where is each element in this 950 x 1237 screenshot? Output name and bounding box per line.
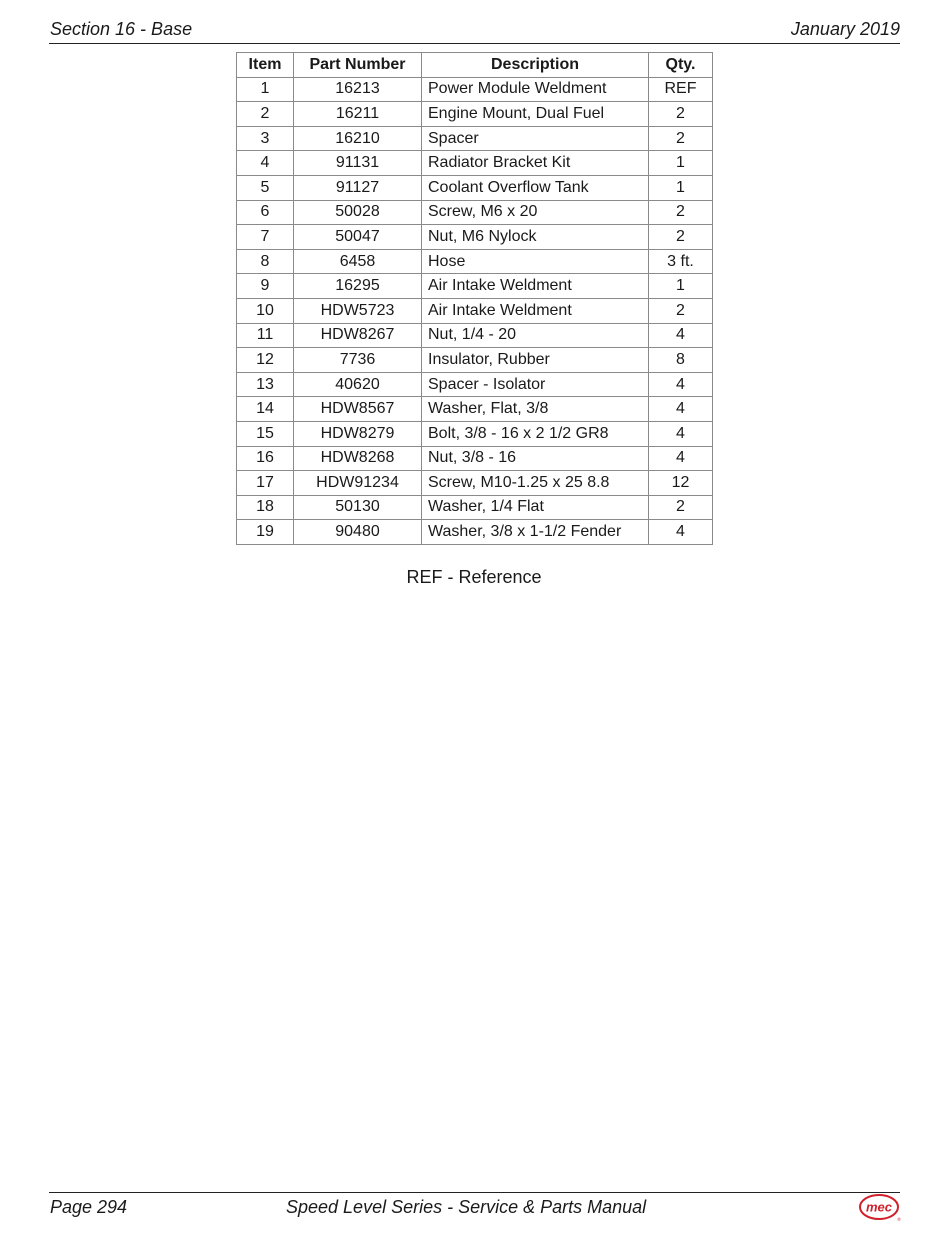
cell-part-number: HDW8267 — [294, 323, 422, 348]
table-row — [237, 323, 713, 348]
table-row — [237, 495, 713, 520]
table-row — [237, 520, 713, 545]
cell-description: Screw, M6 x 20 — [422, 200, 649, 225]
cell-item: 2 — [237, 102, 294, 127]
cell-description: Nut, 1/4 - 20 — [422, 323, 649, 348]
cell-part-number: HDW8567 — [294, 397, 422, 422]
cell-item: 1 — [237, 77, 294, 102]
cell-part-number: 90480 — [294, 520, 422, 545]
cell-item: 16 — [237, 446, 294, 471]
cell-description: Nut, M6 Nylock — [422, 225, 649, 250]
table-row — [237, 225, 713, 250]
cell-description: Air Intake Weldment — [422, 274, 649, 299]
table-row — [237, 446, 713, 471]
table-row — [237, 471, 713, 496]
cell-description: Screw, M10-1.25 x 25 8.8 — [422, 471, 649, 496]
cell-part-number: 16210 — [294, 126, 422, 151]
cell-part-number: HDW8268 — [294, 446, 422, 471]
cell-item: 17 — [237, 471, 294, 496]
cell-item: 4 — [237, 151, 294, 176]
cell-qty: 8 — [649, 348, 713, 373]
table-row — [237, 77, 713, 102]
parts-table — [236, 52, 713, 545]
cell-part-number: 6458 — [294, 249, 422, 274]
table-row — [237, 397, 713, 422]
cell-item: 11 — [237, 323, 294, 348]
cell-item: 19 — [237, 520, 294, 545]
cell-description: Spacer — [422, 126, 649, 151]
table-row — [237, 151, 713, 176]
table-header-row — [237, 53, 713, 78]
table-row — [237, 102, 713, 127]
section-title: Section 16 - Base — [50, 19, 193, 39]
table-row — [237, 421, 713, 446]
cell-part-number: 7736 — [294, 348, 422, 373]
cell-qty: 2 — [649, 102, 713, 127]
cell-description: Power Module Weldment — [422, 77, 649, 102]
cell-item: 15 — [237, 421, 294, 446]
cell-part-number: 91127 — [294, 175, 422, 200]
table-row — [237, 348, 713, 373]
cell-item: 9 — [237, 274, 294, 299]
publication-date: January 2019 — [790, 19, 900, 39]
table-row — [237, 372, 713, 397]
cell-item: 6 — [237, 200, 294, 225]
cell-item: 3 — [237, 126, 294, 151]
cell-item: 18 — [237, 495, 294, 520]
cell-part-number: 16211 — [294, 102, 422, 127]
cell-description: Washer, 1/4 Flat — [422, 495, 649, 520]
cell-item: 10 — [237, 298, 294, 323]
cell-qty: 1 — [649, 274, 713, 299]
cell-description: Nut, 3/8 - 16 — [422, 446, 649, 471]
cell-part-number: HDW91234 — [294, 471, 422, 496]
manual-title: Speed Level Series - Service & Parts Manual — [286, 1197, 647, 1217]
cell-qty: 2 — [649, 495, 713, 520]
cell-description: Washer, 3/8 x 1-1/2 Fender — [422, 520, 649, 545]
table-row — [237, 200, 713, 225]
cell-qty: 4 — [649, 520, 713, 545]
cell-part-number: HDW8279 — [294, 421, 422, 446]
cell-description: Spacer - Isolator — [422, 372, 649, 397]
cell-qty: 2 — [649, 225, 713, 250]
cell-part-number: 50028 — [294, 200, 422, 225]
column-header-item: Item — [237, 53, 294, 78]
cell-qty: 1 — [649, 151, 713, 176]
cell-part-number: 16213 — [294, 77, 422, 102]
cell-item: 13 — [237, 372, 294, 397]
logo-registered-mark: ® — [897, 1217, 901, 1222]
cell-item: 8 — [237, 249, 294, 274]
cell-part-number: 40620 — [294, 372, 422, 397]
cell-part-number: 50130 — [294, 495, 422, 520]
table-row — [237, 249, 713, 274]
cell-description: Coolant Overflow Tank — [422, 175, 649, 200]
parts-table-body — [237, 77, 713, 544]
cell-part-number: 16295 — [294, 274, 422, 299]
column-header-part-number: Part Number — [294, 53, 422, 78]
reference-note: REF - Reference — [406, 567, 542, 587]
cell-part-number: 50047 — [294, 225, 422, 250]
cell-description: Bolt, 3/8 - 16 x 2 1/2 GR8 — [422, 421, 649, 446]
cell-description: Engine Mount, Dual Fuel — [422, 102, 649, 127]
cell-qty: 2 — [649, 200, 713, 225]
column-header-description: Description — [422, 53, 649, 78]
table-row — [237, 298, 713, 323]
cell-qty: 4 — [649, 421, 713, 446]
cell-description: Hose — [422, 249, 649, 274]
cell-qty: 4 — [649, 323, 713, 348]
cell-part-number: HDW5723 — [294, 298, 422, 323]
cell-description: Radiator Bracket Kit — [422, 151, 649, 176]
table-row — [237, 175, 713, 200]
table-row — [237, 274, 713, 299]
column-header-qty: Qty. — [649, 53, 713, 78]
header-divider — [49, 43, 900, 44]
cell-qty: 4 — [649, 372, 713, 397]
cell-part-number: 91131 — [294, 151, 422, 176]
cell-item: 12 — [237, 348, 294, 373]
cell-qty: 2 — [649, 298, 713, 323]
cell-item: 14 — [237, 397, 294, 422]
cell-item: 5 — [237, 175, 294, 200]
cell-description: Air Intake Weldment — [422, 298, 649, 323]
footer-divider — [49, 1192, 900, 1193]
cell-item: 7 — [237, 225, 294, 250]
cell-description: Washer, Flat, 3/8 — [422, 397, 649, 422]
cell-qty: 2 — [649, 126, 713, 151]
cell-qty: 4 — [649, 397, 713, 422]
cell-qty: 1 — [649, 175, 713, 200]
logo-wordmark: mec — [865, 1199, 893, 1215]
cell-qty: 4 — [649, 446, 713, 471]
cell-qty: 12 — [649, 471, 713, 496]
cell-description: Insulator, Rubber — [422, 348, 649, 373]
cell-qty: REF — [649, 77, 713, 102]
cell-qty: 3 ft. — [649, 249, 713, 274]
page-number: Page 294 — [50, 1197, 128, 1217]
table-row — [237, 126, 713, 151]
mec-logo — [859, 1193, 901, 1223]
